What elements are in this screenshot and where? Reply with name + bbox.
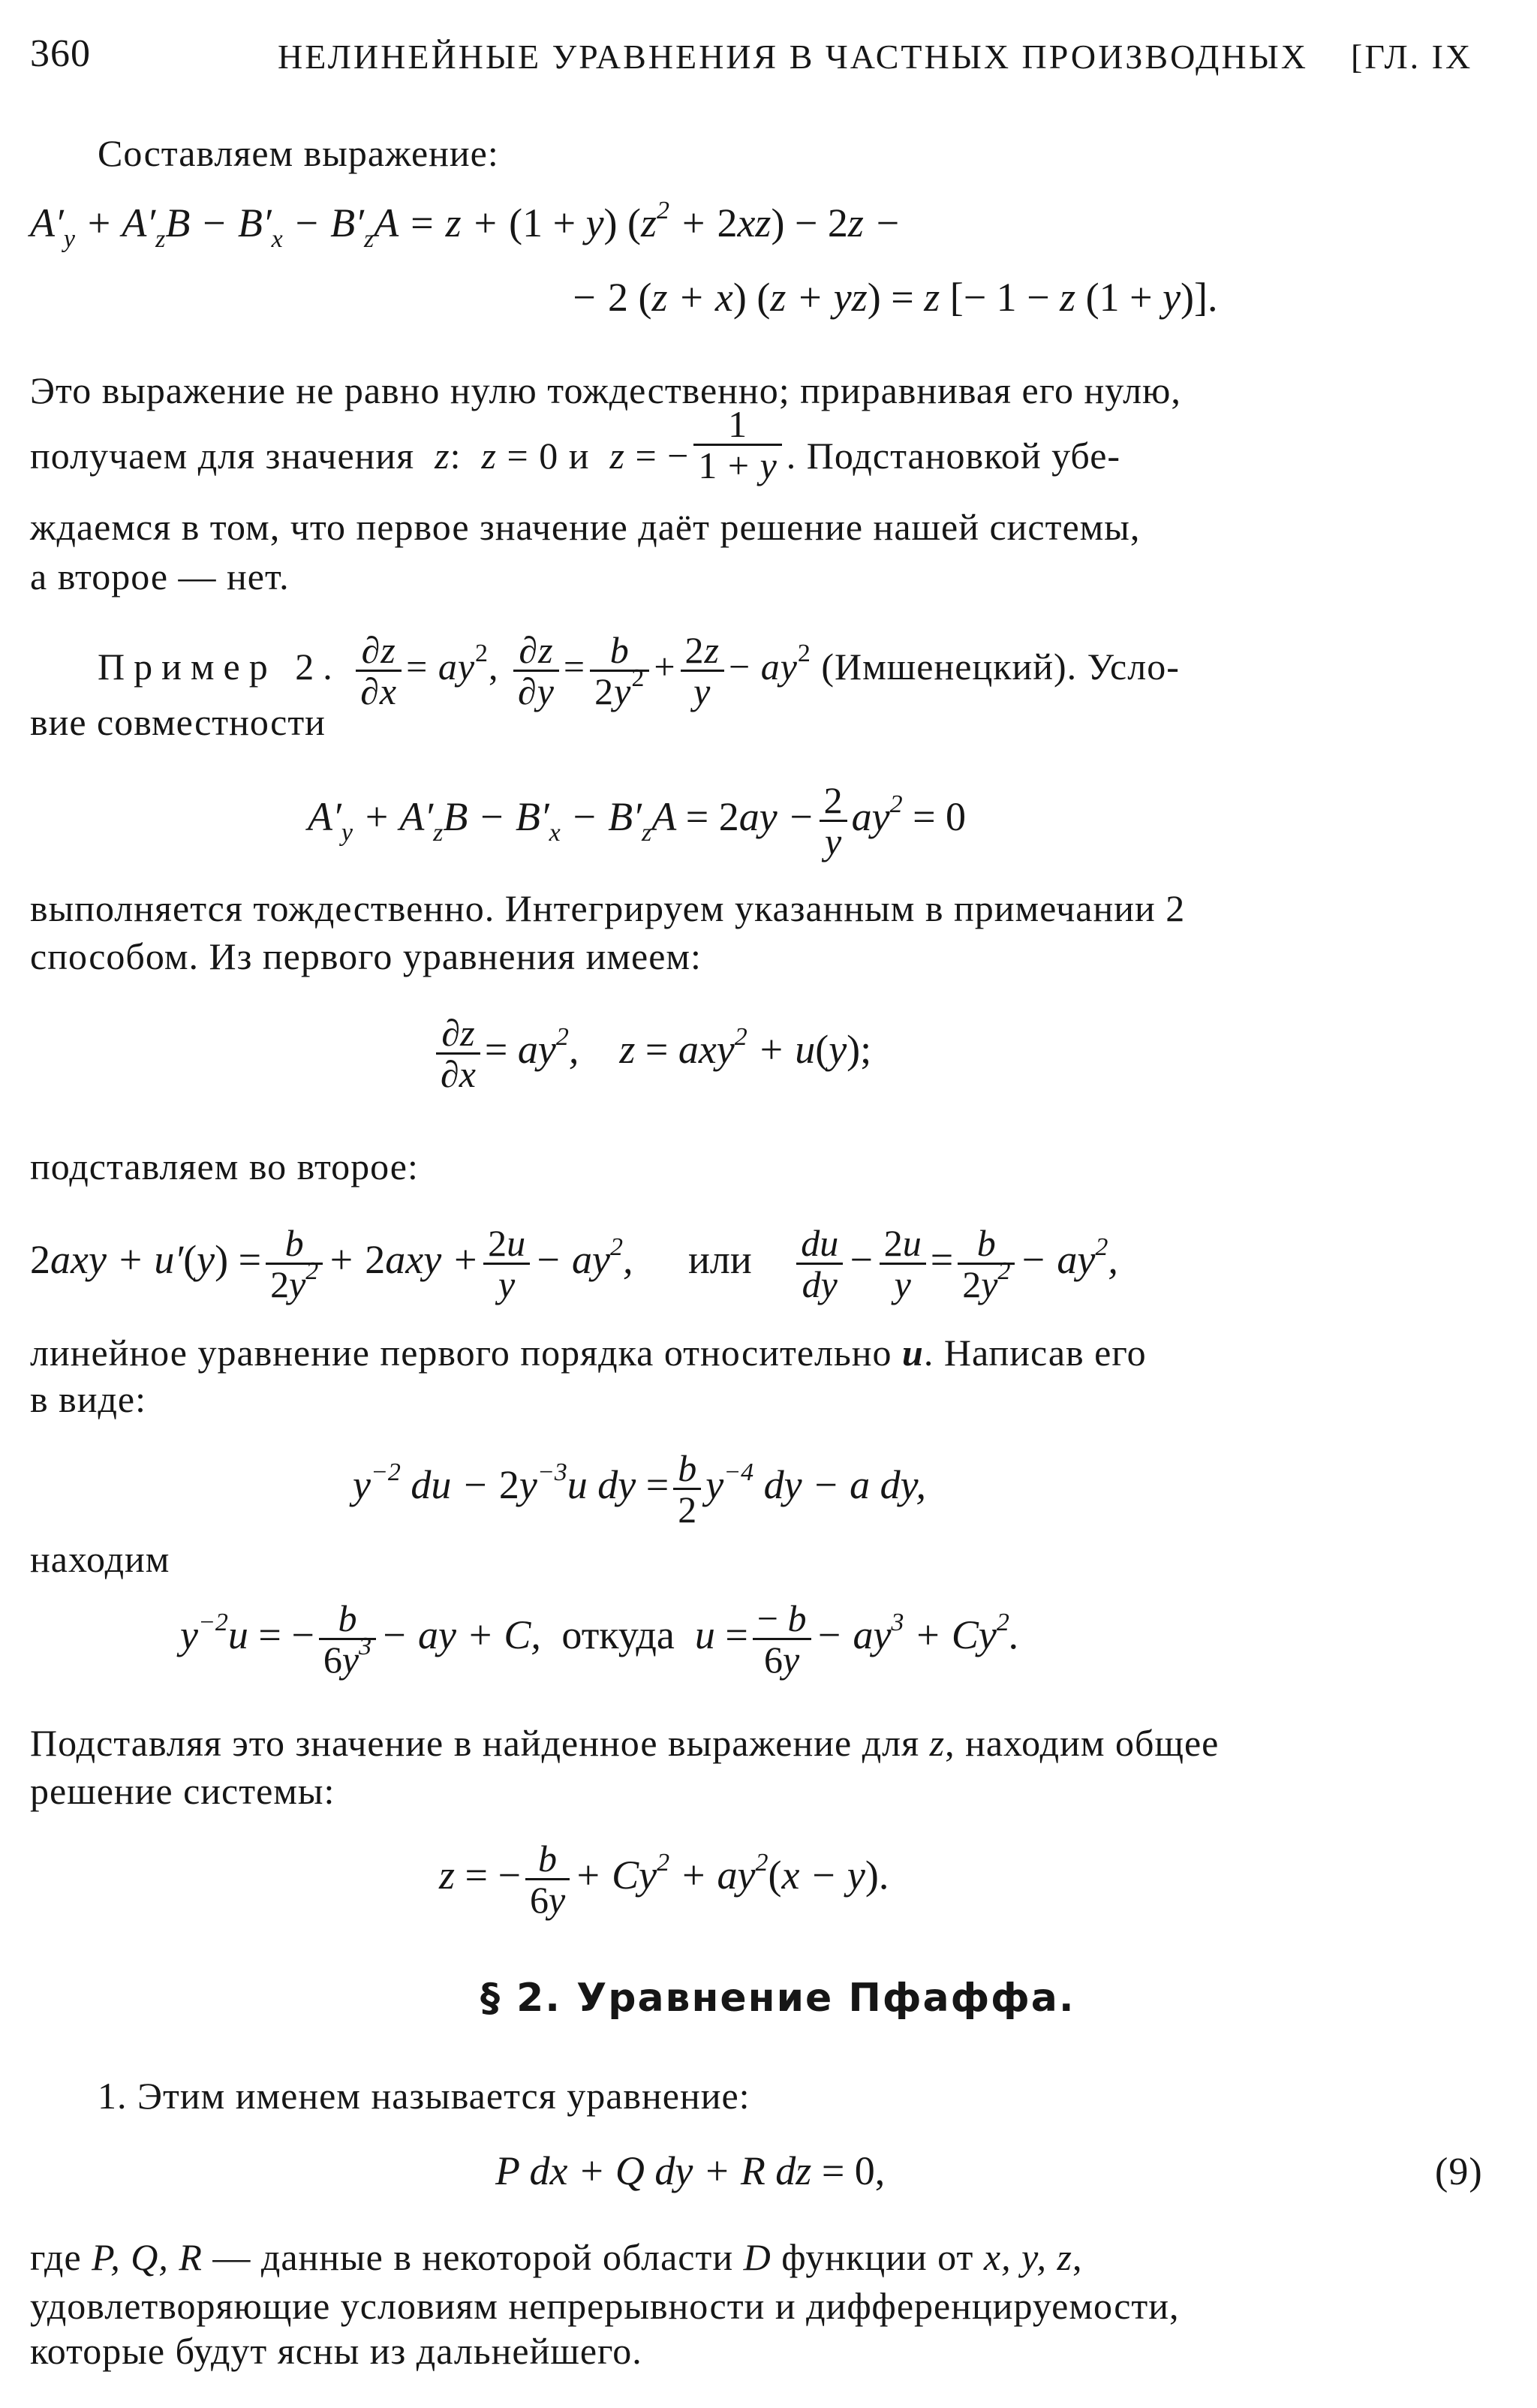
- whence-word: откуда: [561, 1612, 675, 1657]
- paragraph-2-line3: ждаемся в том, что первое значение даёт решение нашей системы,: [30, 506, 1141, 548]
- paragraph-10-line1-start: где: [30, 2236, 82, 2278]
- paragraph-10-line1-middle: — данные в некоторой области: [212, 2236, 734, 2278]
- section-heading: § 2. Уравнение Пфаффа.: [480, 1976, 1075, 2021]
- paragraph-5: подставляем во второе:: [30, 1145, 419, 1187]
- paragraph-2-line2: получаем для значения z: z = 0 и z = − $\frac{1}{1 + y}$ . Подстановкой убе-: [30, 403, 1121, 487]
- formula-solution-u: $y^{-2}u$ = − $\frac{b}{6y^3}$ − ay + C, откуда u = $\frac{- b}{6y}$ − $ay^3 + Cy^2$.: [180, 1597, 1020, 1681]
- formula-linear-form: $y^{-2}$ du − $2y^{-3}u$ dy = $\frac{b}{2}$ $y^{-4}$ dy − a dy,: [353, 1447, 927, 1531]
- paragraph-4-line2: способом. Из первого уравнения имеем:: [30, 935, 702, 977]
- paragraph-7: находим: [30, 1538, 170, 1580]
- formula-compatibility: $A'_y + A'_zB - B'_x - B'_zA = 2ay$ − $\frac{2}{y}$ $ay^2 = 0$: [308, 779, 967, 862]
- paragraph-6-line2: в виде:: [30, 1378, 146, 1420]
- formula-substitution: 2axy + u′(y) = $\frac{b}{2y^2}$ + 2axy + $\frac{2u}{y}$ − $ay^2$, или $\frac{du}{dy}$ − $\frac{2u}{y}$ = $\frac{b}{2y^2}$ − $ay^2$,: [30, 1222, 1118, 1305]
- paragraph-6-line1-start: линейное уравнение первого порядка относительно: [30, 1332, 892, 1374]
- paragraph-2-line1: Это выражение не равно нулю тождественно; приравнивая его нулю,: [30, 369, 1181, 411]
- running-title: НЕЛИНЕЙНЫЕ УРАВНЕНИЯ В ЧАСТНЫХ ПРОИЗВОДНЫХ: [278, 38, 1308, 76]
- formula-expression-line2: − 2 (z + x) (z + yz) = z [− 1 − z (1 + y)].: [570, 275, 1218, 320]
- paragraph-10-line1-end: функции от: [781, 2236, 974, 2278]
- chapter-reference: [ГЛ. IX: [1351, 38, 1473, 76]
- example-2-line1: Пример 2. $\frac{\partial z}{\partial x}$ = $ay^2$, $\frac{\partial z}{\partial y}$ = $\frac{b}{2y^2}$ + $\frac{2z}{y}$ − $ay^2$ (Имшенецкий). Усло-: [98, 629, 1180, 712]
- paragraph-8-line2: решение системы:: [30, 1770, 335, 1812]
- paragraph-9: 1. Этим именем называется уравнение:: [98, 2075, 750, 2117]
- paragraph-2-line4: а второе — нет.: [30, 555, 290, 597]
- example-label: Пример 2.: [98, 645, 341, 688]
- paragraph-2-line2-start: получаем для значения: [30, 435, 415, 477]
- paragraph-8-line1: Подставляя это значение в найденное выражение для z, находим общее: [30, 1722, 1220, 1764]
- page-number: 360: [30, 32, 91, 75]
- paragraph-6-line1-end: . Написав его: [923, 1332, 1147, 1374]
- paragraph-10-line3: которые будут ясны из дальнейшего.: [30, 2330, 642, 2372]
- example-2-line2: вие совместности: [30, 701, 326, 743]
- equation-number: (9): [1435, 2151, 1483, 2193]
- formula-general-solution: z = − $\frac{b}{6y}$ + $Cy^2 + ay^2(x - y)$.: [439, 1838, 889, 1921]
- or-word: или: [688, 1236, 752, 1282]
- paragraph-10-line1: где P, Q, R — данные в некоторой области D функции от x, y, z,: [30, 2236, 1083, 2278]
- formula-first-integration: $\frac{\partial z}{\partial x}$ = $ay^2$, z = axy$^2$ + u(y);: [432, 1013, 871, 1094]
- paragraph-8-line1-end: , находим общее: [945, 1722, 1220, 1764]
- formula-pfaff-equation: P dx + Q dy + R dz = 0,: [495, 2148, 886, 2193]
- paragraph-8-line1-start: Подставляя это значение в найденное выражение для: [30, 1722, 920, 1764]
- paragraph-2-line2-end: . Подстановкой убе-: [786, 435, 1121, 477]
- paragraph-intro: Составляем выражение:: [98, 132, 499, 174]
- paragraph-6-line1: линейное уравнение первого порядка относительно u. Написав его: [30, 1332, 1147, 1374]
- formula-expression-line1: $A'_y + A'_zB - B'_x - B'_zA = z + (1 + y) (z^2 + 2xz) - 2z$ −: [30, 197, 901, 253]
- example-author: (Имшенецкий). Усло-: [821, 645, 1180, 688]
- paragraph-10-line2: удовлетворяющие условиям непрерывности и дифференцируемости,: [30, 2285, 1180, 2327]
- paragraph-4-line1: выполняется тождественно. Интегрируем указанным в примечании 2: [30, 887, 1186, 929]
